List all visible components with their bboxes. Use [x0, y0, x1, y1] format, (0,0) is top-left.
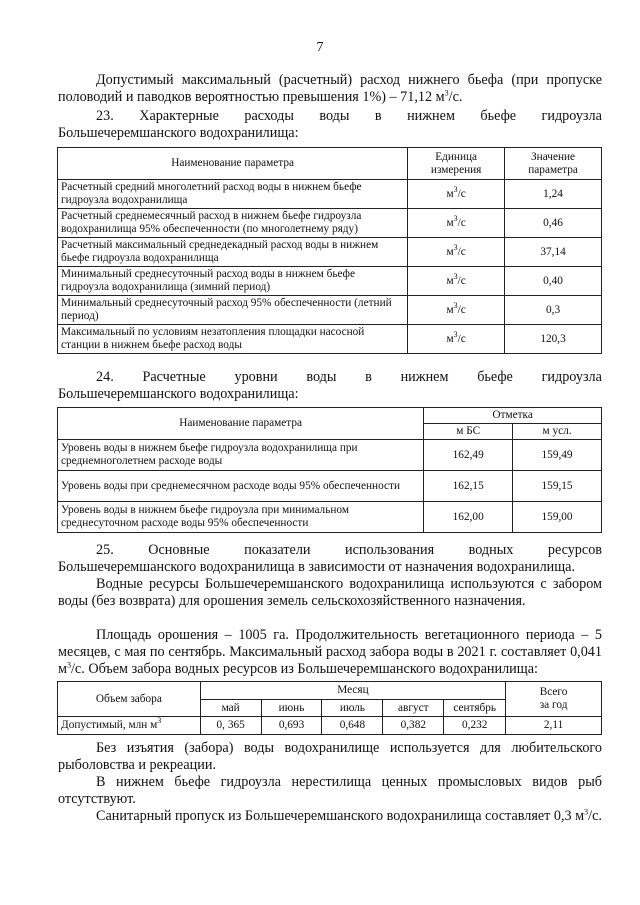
paragraph-max-flow [58, 72, 602, 106]
value-total: 2,11 [506, 717, 602, 735]
irrigation-text-end: /с. Объем забора водных ресурсов из Большечеремшанского водохранилища: [70, 661, 538, 677]
sanitary-text-end: /с. [588, 808, 602, 824]
header-value: Значение параметра [505, 148, 602, 180]
table-row [58, 502, 602, 533]
row-name: Расчетный среднемесячный расход в нижнем бьефе гидроузла водохранилища 95% обеспеченности (по многолетнему ряду) [58, 209, 408, 238]
row-unit: $м^3/с$ [408, 325, 505, 354]
heading-word: ресурсов [547, 542, 602, 558]
heading-word: гидроузла [541, 369, 602, 385]
row-label: Допустимый, млн $м^3$ [58, 717, 201, 735]
value-june: 0,693 [261, 717, 322, 735]
paragraph-spawning: В нижнем бьефе гидроузла нерестилища ценных промысловых видов рыб отсутствуют. [58, 774, 602, 807]
heading-word: Основные [148, 542, 210, 558]
heading-word: бьефе [477, 369, 513, 385]
row-bs: 162,49 [424, 440, 513, 471]
header-name: Наименование параметра [58, 408, 424, 440]
item-24-heading-line1 [58, 369, 602, 386]
row-name: Минимальный среднесуточный расход воды в нижнем бьефе гидроузла водохранилища (зимний период) [58, 267, 408, 296]
heading-word: гидроузла [541, 108, 602, 124]
row-unit: $м^3/с$ [408, 296, 505, 325]
page-number: 7 [316, 40, 324, 55]
table-header-row [58, 408, 602, 424]
max-flow-unit: /с. [448, 89, 463, 105]
row-value: 0,3 [505, 296, 602, 325]
row-name: Уровень воды при среднемесячном расходе воды 95% обеспеченности [58, 471, 424, 502]
month-august: август [383, 700, 444, 717]
heading-word: нижнем [407, 108, 455, 124]
row-unit: $м^3/с$ [408, 238, 505, 267]
paragraph-recreation: Без изъятия (забора) воды водохранилище используется для любительского рыболовства и рекреации. [58, 740, 602, 773]
paragraph-water-use: Водные ресурсы Большечеремшанского водохранилища используются с забором воды (без возврата) для орошения земель сельскохозяйственного назначения. [58, 576, 602, 609]
item-25-heading-line1 [58, 542, 602, 559]
max-flow-line2: половодий и паводков вероятностью превышения 1%) – 71,12 м [58, 89, 445, 105]
heading-word: воды [319, 108, 350, 124]
heading-word: водных [468, 542, 514, 558]
row-value: 120,3 [505, 325, 602, 354]
table-row [58, 325, 602, 354]
item-23-heading-line2: Большечеремшанского водохранилища: [58, 125, 299, 141]
month-may: май [200, 700, 261, 717]
value-may: 0, 365 [200, 717, 261, 735]
superscript: 3 [66, 660, 71, 670]
row-name: Уровень воды в нижнем бьефе гидроузла водохранилища при среднемноголетнем расходе воды [58, 440, 424, 471]
row-usl: 159,15 [513, 471, 602, 502]
max-flow-line1: Допустимый максимальный (расчетный) расход нижнего бьефа (при пропуске [96, 72, 602, 88]
sanitary-text: Санитарный пропуск из Большечеремшанского водохранилища составляет 0,3 м [96, 808, 585, 824]
table-header-row [58, 682, 602, 700]
header-unit: Единица измерения [408, 148, 505, 180]
table-header-row [58, 148, 602, 180]
heading-word: бьефе [480, 108, 517, 124]
header-name: Наименование параметра [58, 148, 408, 180]
heading-word: 25. [96, 542, 114, 558]
row-name: Минимальный среднесуточный расход 95% обеспеченности (летний период) [58, 296, 408, 325]
table-row [58, 296, 602, 325]
month-july: июль [322, 700, 383, 717]
row-unit: $м^3/с$ [408, 267, 505, 296]
header-mark: Отметка [424, 408, 602, 424]
value-september: 0,232 [444, 717, 506, 735]
heading-word: использования [345, 542, 435, 558]
row-name: Максимальный по условиям незатопления площадки насосной станции в нижнем бьефе расход воды [58, 325, 408, 354]
superscript: 3 [444, 88, 449, 98]
paragraph-sanitary [58, 808, 602, 825]
value-august: 0,382 [383, 717, 444, 735]
table-row [58, 471, 602, 502]
row-name: Расчетный средний многолетний расход воды в нижнем бьефе гидроузла водохранилища [58, 180, 408, 209]
row-value: 1,24 [505, 180, 602, 209]
table-row [58, 717, 602, 735]
heading-word: нижнем [400, 369, 449, 385]
table-row [58, 238, 602, 267]
heading-word: расходы [244, 108, 294, 124]
heading-word: 23. [96, 108, 114, 124]
item-25-heading-line2: Большечеремшанского водохранилища в зависимости от назначения водохранилища. [58, 559, 576, 575]
header-usl: м усл. [513, 424, 602, 440]
heading-word: уровни [234, 369, 278, 385]
row-bs: 162,00 [424, 502, 513, 533]
value-july: 0,648 [322, 717, 383, 735]
header-bs: м БС [424, 424, 513, 440]
heading-word: в [365, 369, 372, 385]
header-month: Месяц [200, 682, 505, 700]
table-row [58, 267, 602, 296]
flow-rates-table [57, 147, 602, 354]
table-row [58, 209, 602, 238]
heading-word: в [374, 108, 382, 124]
item-23-heading-line1 [58, 108, 602, 125]
water-withdrawal-table [57, 681, 602, 735]
table-row [58, 180, 602, 209]
heading-word: Характерные [139, 108, 219, 124]
row-usl: 159,49 [513, 440, 602, 471]
header-volume: Объем забора [58, 682, 201, 717]
row-name: Уровень воды в нижнем бьефе гидроузла при минимальном среднесуточном расходе воды 95% обеспеченности [58, 502, 424, 533]
heading-word: Расчетные [142, 369, 206, 385]
row-bs: 162,15 [424, 471, 513, 502]
table-row [58, 440, 602, 471]
row-value: 37,14 [505, 238, 602, 267]
row-unit: $м^3/с$ [408, 209, 505, 238]
month-september: сентябрь [444, 700, 506, 717]
header-total: Всего за год [506, 682, 602, 717]
row-usl: 159,00 [513, 502, 602, 533]
month-june: июнь [261, 700, 322, 717]
water-levels-table [57, 407, 602, 533]
superscript: 3 [584, 807, 589, 817]
irrigation-text: Площадь орошения – 1005 га. Продолжительность вегетационного периода – 5 месяцев, с мая по сентябрь. Максимальный расход забора воды в 2021 г. составляет 0,041 м [58, 627, 602, 677]
heading-word: 24. [96, 369, 114, 385]
row-value: 0,40 [505, 267, 602, 296]
row-name: Расчетный максимальный среднедекадный расход воды в нижнем бьефе гидроузла водохранилища [58, 238, 408, 267]
item-24-heading-line2: Большечеремшанского водохранилища: [58, 386, 299, 402]
row-value: 0,46 [505, 209, 602, 238]
row-unit: $м^3/с$ [408, 180, 505, 209]
paragraph-irrigation [58, 627, 602, 678]
heading-word: показатели [244, 542, 311, 558]
heading-word: воды [306, 369, 337, 385]
